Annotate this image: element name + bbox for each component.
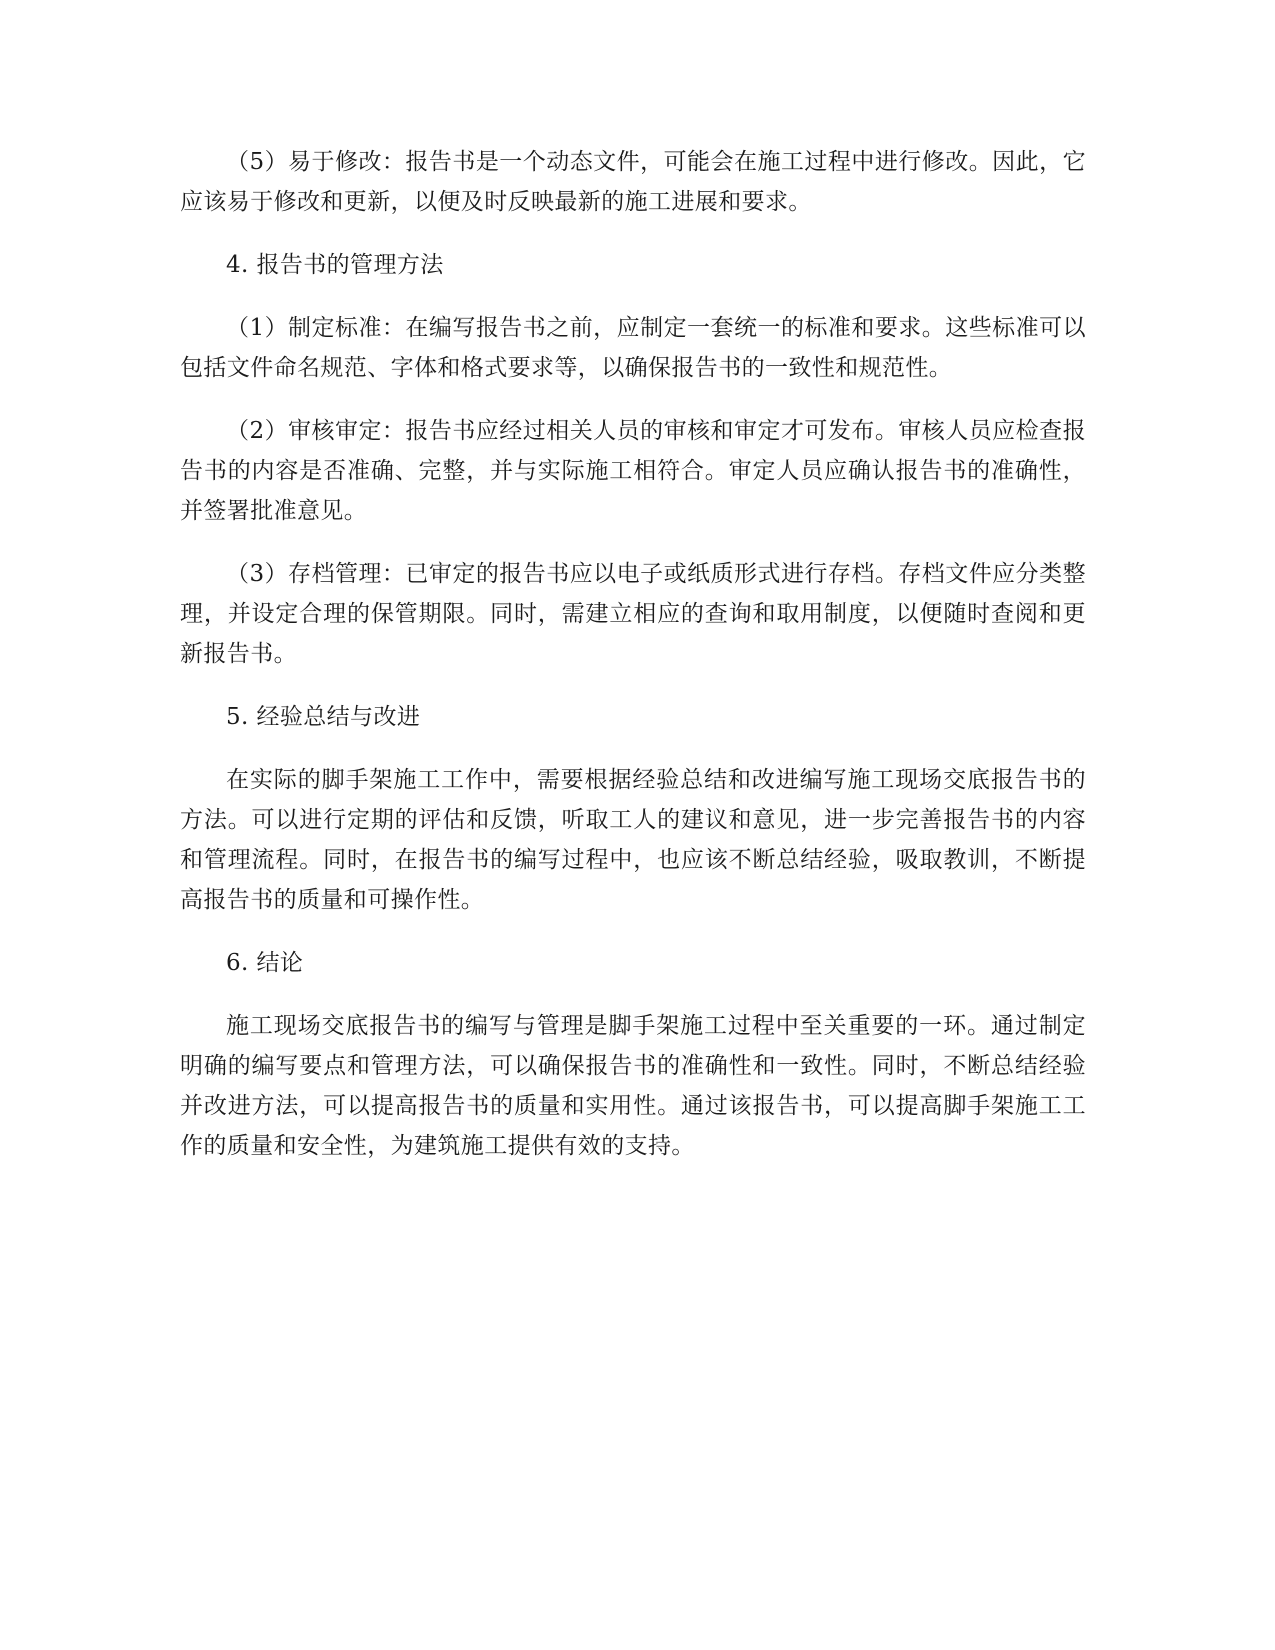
paragraph-review-approval: （2）审核审定：报告书应经过相关人员的审核和审定才可发布。审核人员应检查报告书的内容是否准确、完整，并与实际施工相符合。审定人员应确认报告书的准确性，并签署批准意见。 bbox=[180, 418, 1086, 524]
section-heading-conclusion: 6. 结论 bbox=[226, 950, 304, 976]
paragraph-set-standards: （1）制定标准：在编写报告书之前，应制定一套统一的标准和要求。这些标准可以包括文件命名规范、字体和格式要求等，以确保报告书的一致性和规范性。 bbox=[180, 315, 1086, 381]
section-heading-experience-improvement: 5. 经验总结与改进 bbox=[226, 704, 421, 730]
paragraph-conclusion: 施工现场交底报告书的编写与管理是脚手架施工过程中至关重要的一环。通过制定明确的编写要点和管理方法，可以确保报告书的准确性和一致性。同时，不断总结经验并改进方法，可以提高报告书的质量和实用性。通过该报告书，可以提高脚手架施工工作的质量和安全性，为建筑施工提供有效的支持。 bbox=[180, 1013, 1086, 1159]
paragraph-experience-improvement: 在实际的脚手架施工工作中，需要根据经验总结和改进编写施工现场交底报告书的方法。可以进行定期的评估和反馈，听取工人的建议和意见，进一步完善报告书的内容和管理流程。同时，在报告书的编写过程中，也应该不断总结经验，吸取教训，不断提高报告书的质量和可操作性。 bbox=[180, 767, 1086, 913]
paragraph-easy-to-modify: （5）易于修改：报告书是一个动态文件，可能会在施工过程中进行修改。因此，它应该易于修改和更新，以便及时反映最新的施工进展和要求。 bbox=[180, 149, 1086, 215]
document-body bbox=[180, 142, 1086, 1166]
paragraph-archive-management: （3）存档管理：已审定的报告书应以电子或纸质形式进行存档。存档文件应分类整理，并设定合理的保管期限。同时，需建立相应的查询和取用制度，以便随时查阅和更新报告书。 bbox=[180, 561, 1086, 667]
section-heading-management-methods: 4. 报告书的管理方法 bbox=[226, 252, 444, 278]
